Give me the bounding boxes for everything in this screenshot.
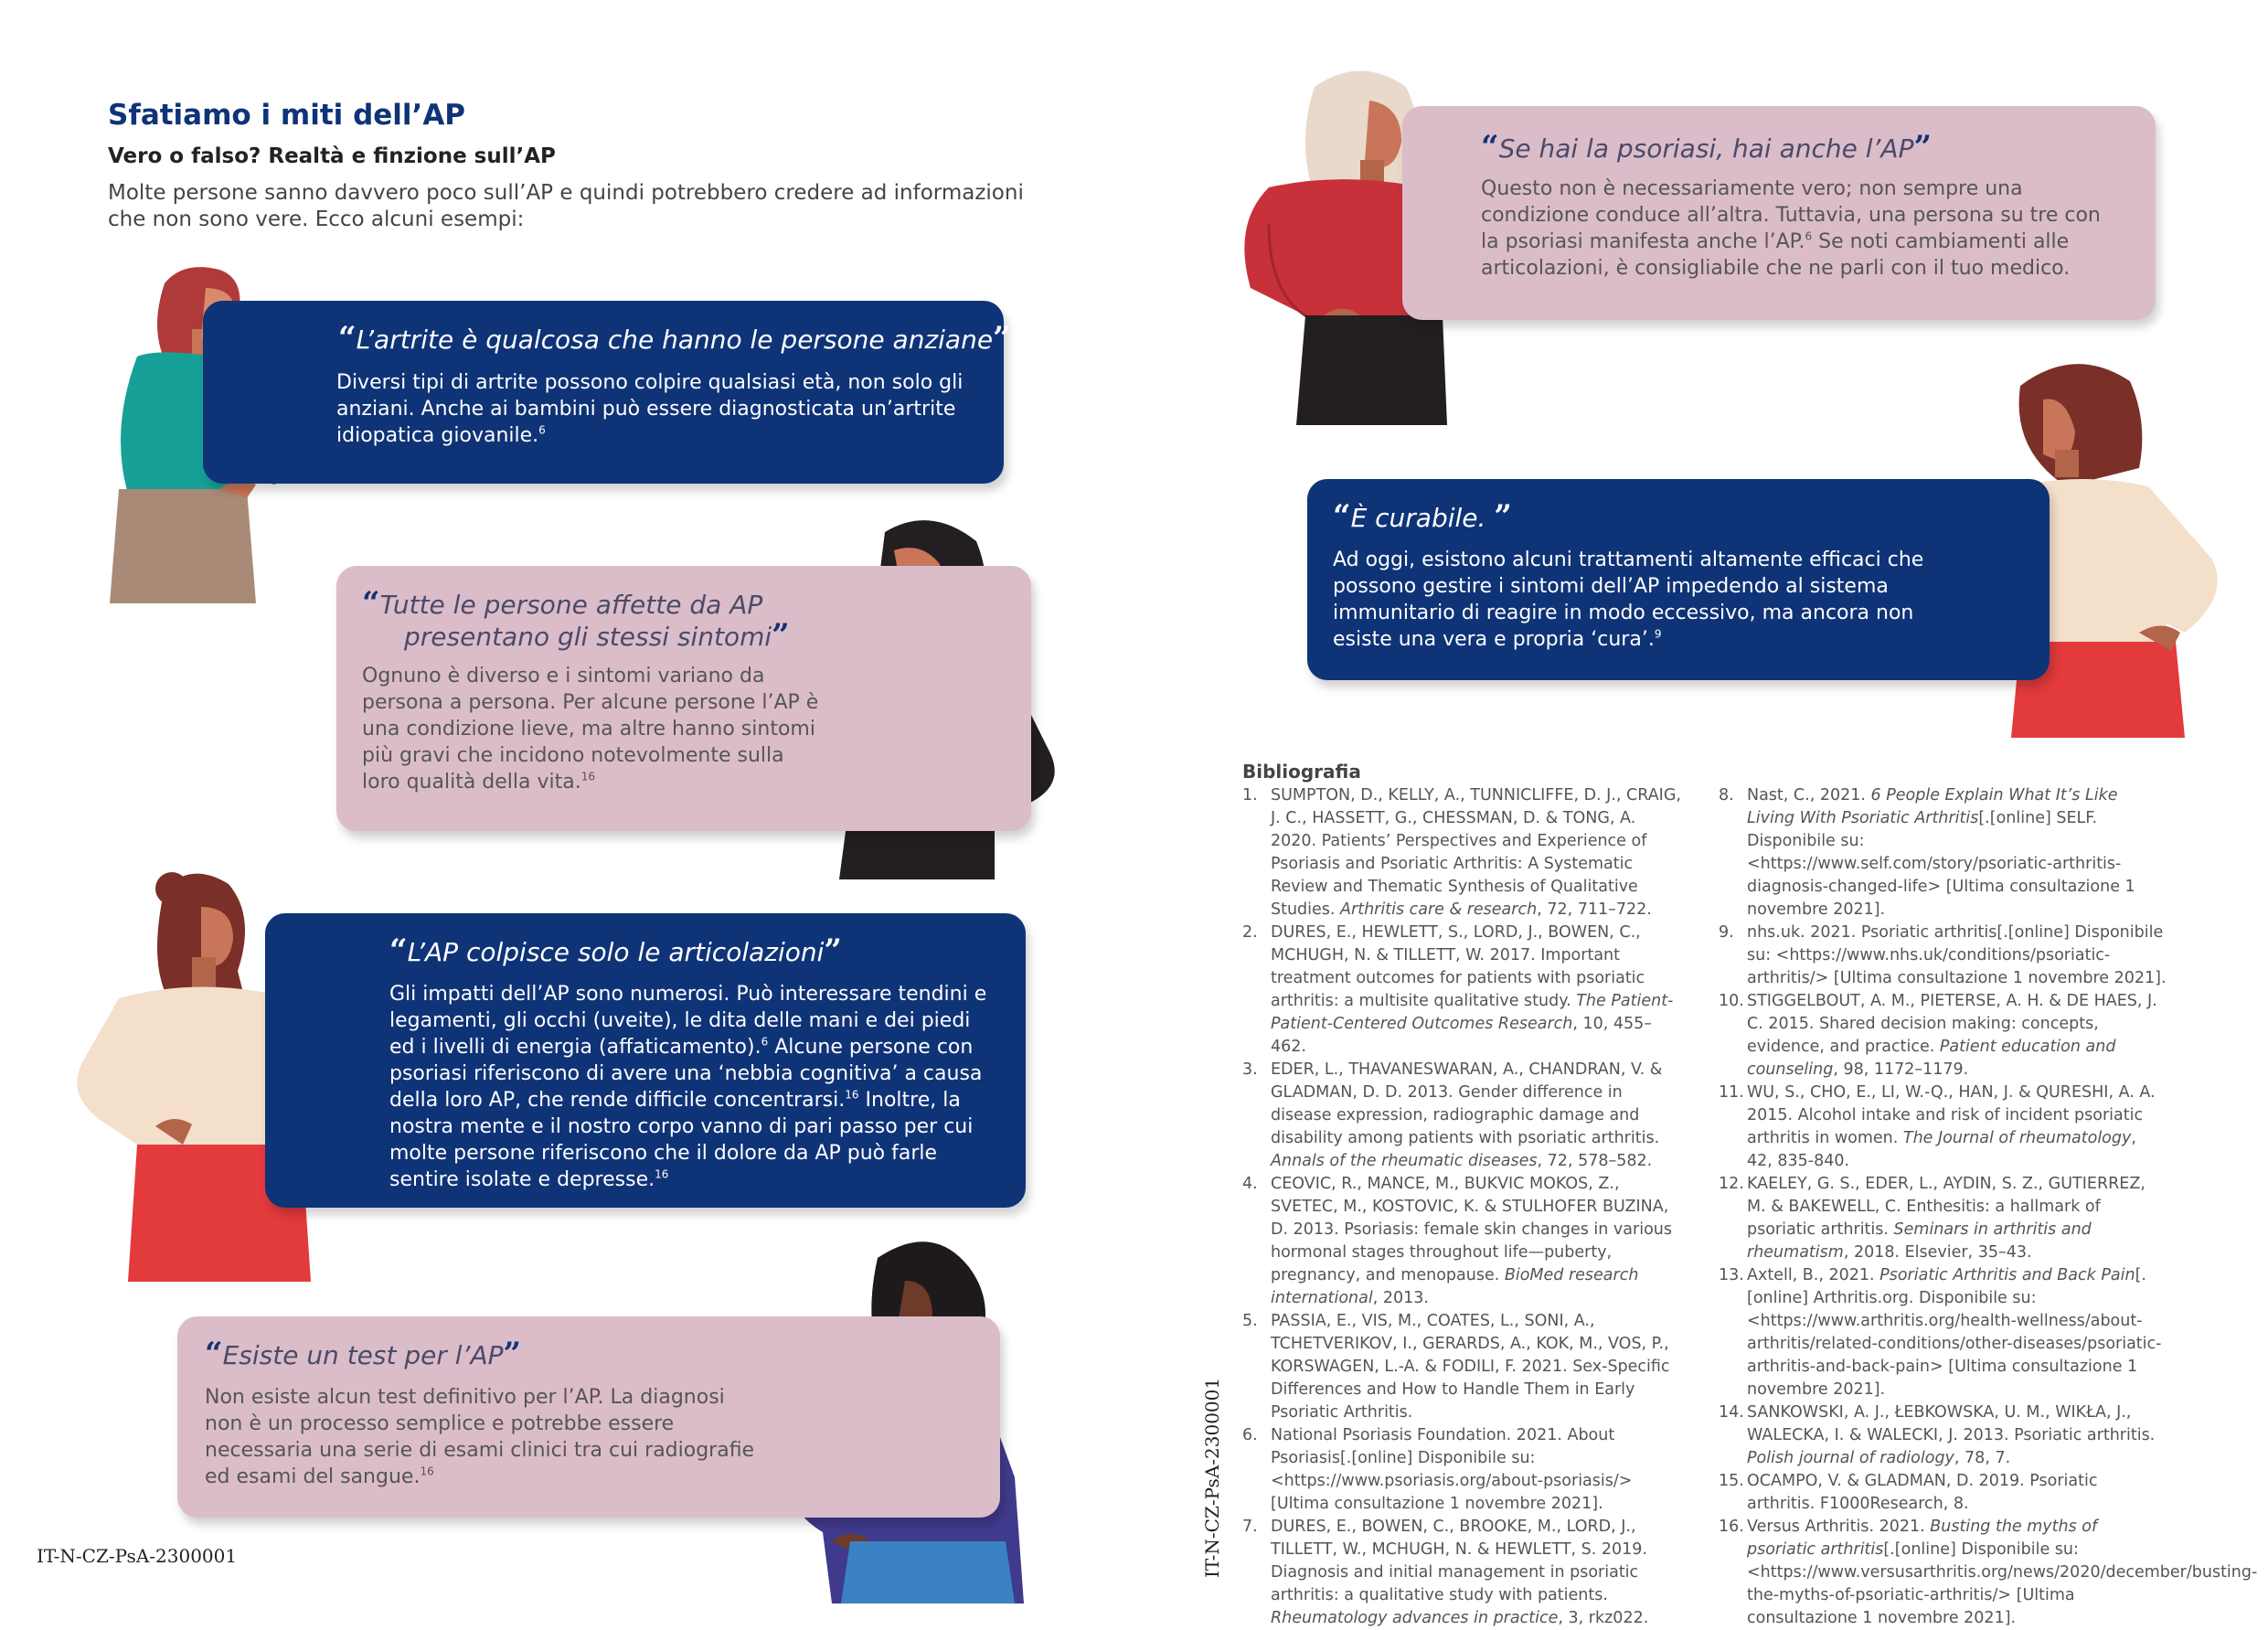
myth-card-only-joints [265,913,1026,1208]
myth-card-psoriasis [1402,106,2156,320]
close-quote-mark: ” [772,617,790,654]
reference-item: 12. KAELEY, G. S., EDER, L., AYDIN, S. Z., GUTIERREZ, M. & BAKEWELL, C. Enthesitis: a hallmark of psoriatic arthritis. Seminars in arthritis and rheumatism, 2018. Elsevier, 35–43. [1719,1175,2146,1262]
reference-marker: 6 [761,1035,769,1049]
reference-marker: 16 [845,1088,859,1102]
myth-quote-line-2: presentano gli stessi sintomi [404,622,772,652]
myth-body-text: Inoltre, la nostra mente e il nostro corpo vanno di pari passo per cui molte persone riferiscono che il dolore da AP può farle sentire isolate e depresse. [389,1089,974,1191]
myth-body [336,369,967,449]
myth-body [389,981,998,1193]
open-quote-mark: “ [1333,498,1351,535]
myth-quote-text: Se hai la psoriasi, hai anche l’AP [1498,133,1914,164]
bibliography-column-1 [1242,784,1681,1630]
myth-body-text: Gli impatti dell’AP sono numerosi. Può interessare tendini e legamenti, gli occhi (uveite), le dita delle mani e dei piedi ed i livelli di energia (affaticamento). [389,983,987,1059]
myth-quote-text: L’AP colpisce solo le articolazioni [407,937,825,967]
myth-body-text: Ognuno è diverso e i sintomi variano da persona a persona. Per alcune persone l’AP è una condizione lieve, ma altre hanno sintomi più gravi che incidono notevolmente sulla loro qualità della vita. [362,665,819,794]
close-quote-mark: ” [824,932,842,969]
close-quote-mark: ” [1913,129,1933,165]
reference-marker: 6 [1805,229,1813,243]
myth-quote-text: Esiste un test per l’AP [222,1340,504,1370]
myth-card-elderly [203,301,1011,484]
myth-body-text: Questo non è necessariamente vero; non sempre una condizione conduce all’altra. Tuttavia, una persona su tre con la psoriasi manifesta anche l’AP. [1481,177,2101,253]
myth-quote [205,1338,521,1371]
myth-card-same-symptoms [336,566,1031,831]
reference-marker: 16 [580,770,596,783]
reference-item: 8. Nast, C., 2021. 6 People Explain What It’s Like Living With Psoriatic Arthritis[.[online] SELF. Disponibile su: <https://www.self.com/story/psoriatic-arthritis-diagnosis-changed-life> [Ultima consultazione 1 novembre 2021]. [1719,786,2135,919]
myth-body-text: Non esiste alcun test definitivo per l’AP. La diagnosi non è un processo semplice e potrebbe essere necessaria una serie di esami clinici tra cui radiografie ed esami del sangue. [205,1386,755,1488]
myth-quote [338,320,1011,357]
bibliography-column-2 [1719,784,2258,1630]
myth-body [1333,547,1927,653]
close-quote-mark: ” [1494,498,1512,535]
reference-item: 13. Axtell, B., 2021. Psoriatic Arthritis and Back Pain[.[online] Arthritis.org. Disponibile su: <https://www.arthritis.org/health-wellness/about-arthritis/related-conditions/other-diseases/psoriatic-arthritis-and-back-pain> [Ultima consultazione 1 novembre 2021]. [1719,1266,2162,1399]
myth-body-text: Ad oggi, esistono alcuni trattamenti altamente efficaci che possono gestire i sintomi dell’AP impedendo al sistema immunitario di reagire in modo eccessivo, ma ancora non esiste una vera e propria ‘cura’. [1333,549,1924,651]
document-code: IT-N-CZ-PsA-2300001 [37,1545,238,1567]
myth-quote-text: È curabile. [1350,503,1495,533]
close-quote-mark: ” [503,1336,522,1372]
myth-quote [1333,498,1512,535]
open-quote-mark: “ [338,320,357,357]
myth-body-text: Diversi tipi di artrite possono colpire qualsiasi età, non solo gli anziani. Anche ai bambini può essere diagnosticata un’artrite idiopatica giovanile. [336,371,964,447]
reference-item: 4. CEOVIC, R., MANCE, M., BUKVIC MOKOS, Z., SVETEC, M., KOSTOVIC, K. & STULHOFER BUZINA, D. 2013. Psoriasis: female skin changes in various hormonal stages throughout life—puberty, pregnancy, and menopause. BioMed research international, 2013. [1242,1175,1672,1307]
myth-quote [404,617,790,654]
reference-item: 5. PASSIA, E., VIS, M., COATES, L., SONI, A., TCHETVERIKOV, I., GERARDS, A., KOK, M., VOS, P., KORSWAGEN, L.-A. & FODILI, F. 2021. Sex-Specific Differences and How to Handle Them in Early Psoriatic Arthritis. [1242,1312,1670,1422]
reference-item: 6. National Psoriasis Foundation. 2021. About Psoriasis[.[online] Disponibile su: <https://www.psoriasis.org/about-psoriasis/> [Ultima consultazione 1 novembre 2021]. [1242,1426,1633,1513]
reference-item: 7. DURES, E., BOWEN, C., BROOKE, M., LORD, J., TILLETT, W., MCHUGH, N. & HEWLETT, S. 2019. Diagnosis and initial management in psoriatic arthritis: a qualitative study with patients. Rheumatology advances in practice, 3, rkz022. [1242,1518,1649,1627]
reference-marker: 6 [538,423,546,437]
open-quote-mark: “ [362,585,380,622]
reference-marker: 16 [420,1465,434,1478]
reference-item: 10. STIGGELBOUT, A. M., PIETERSE, A. H. & DE HAES, J. C. 2015. Shared decision making: concepts, evidence, and practice. Patient education and counseling, 98, 1172–1179. [1719,992,2157,1079]
reference-item: 2. DURES, E., HEWLETT, S., LORD, J., BOWEN, C., MCHUGH, N. & TILLETT, W. 2017. Important treatment outcomes for patients with psoriatic arthritis: a multisite qualitative study. The Patient-Patient-Centered Outcomes Research, 10, 455–462. [1242,923,1674,1056]
reference-item: 1. SUMPTON, D., KELLY, A., TUNNICLIFFE, D. J., CRAIG, J. C., HASSETT, G., CHESSMAN, D. & TONG, A. 2020. Patients’ Perspectives and Experience of Psoriasis and Psoriatic Arthritis: A Systematic Review and Thematic Synthesis of Qualitative Studies. Arthritis care & research, 72, 711–722. [1242,786,1681,919]
myth-body [1481,176,2121,282]
myth-quote [1481,129,1933,165]
reference-item: 15. OCAMPO, V. & GLADMAN, D. 2019. Psoriatic arthritis. F1000Research, 8. [1719,1472,2098,1513]
reference-item: 9. nhs.uk. 2021. Psoriatic arthritis[.[online] Disponibile su: <https://www.nhs.uk/conditions/psoriatic-arthritis/> [Ultima consultazione 1 novembre 2021]. [1719,923,2167,987]
intro-text: Molte persone sanno davvero poco sull’AP e quindi potrebbero credere ad informazioni che non sono vere. Ecco alcuni esempi: [108,181,1024,231]
myth-quote [389,932,842,969]
myth-body-text: Alcune persone con psoriasi riferiscono di avere una ‘nebbia cognitiva’ a causa della loro AP, che rende difficile concentrarsi. [389,1036,983,1112]
open-quote-mark: “ [1481,129,1499,165]
close-quote-mark: ” [993,320,1011,357]
myth-body-text: Se noti cambiamenti alle articolazioni, è consigliabile che ne parli con il tuo medico. [1481,230,2071,280]
page-title: Sfatiamo i miti dell’AP [108,99,466,132]
myth-quote-line-1: Tutte le persone affette da AP [379,590,763,620]
open-quote-mark: “ [389,932,408,969]
bibliography-title: Bibliografia [1242,761,1361,783]
page-subtitle: Vero o falso? Realtà e finzione sull’AP [108,144,556,168]
myth-card-curable [1307,479,2050,680]
reference-item: 11. WU, S., CHO, E., LI, W.-Q., HAN, J. & QURESHI, A. A. 2015. Alcohol intake and risk of incident psoriatic arthritis in women. The Journal of rheumatology, 42, 835-840. [1719,1083,2156,1170]
document-code-vertical: IT-N-CZ-PsA-2300001 [1201,1377,1223,1578]
reference-item: 16. Versus Arthritis. 2021. Busting the myths of psoriatic arthritis[.[online] Disponibile su: <https://www.versusarthritis.org/news/2020/december/busting-the-myths-of-psoriatic-arthritis/> [Ultima consultazione 1 novembre 2021]. [1719,1518,2258,1627]
myth-body [205,1384,762,1490]
myth-quote-text: L’artrite è qualcosa che hanno le persone anziane [356,325,994,355]
reference-marker: 16 [655,1167,669,1181]
reference-item: 14. SANKOWSKI, A. J., ŁEBKOWSKA, U. M., WIKŁA, J., WALECKA, I. & WALECKI, J. 2013. Psoriatic arthritis. Polish journal of radiology, 78, 7. [1719,1403,2156,1467]
open-quote-mark: “ [205,1336,223,1372]
reference-marker: 9 [1654,627,1662,641]
myth-body [362,663,828,795]
reference-item: 3. EDER, L., THAVANESWARAN, A., CHANDRAN, V. & GLADMAN, D. D. 2013. Gender difference in disease expression, radiographic damage and disability among patients with psoriatic arthritis. Annals of the rheumatic diseases, 72, 578–582. [1242,1060,1663,1170]
myth-quote [362,585,763,622]
myth-card-test [177,1316,1000,1518]
